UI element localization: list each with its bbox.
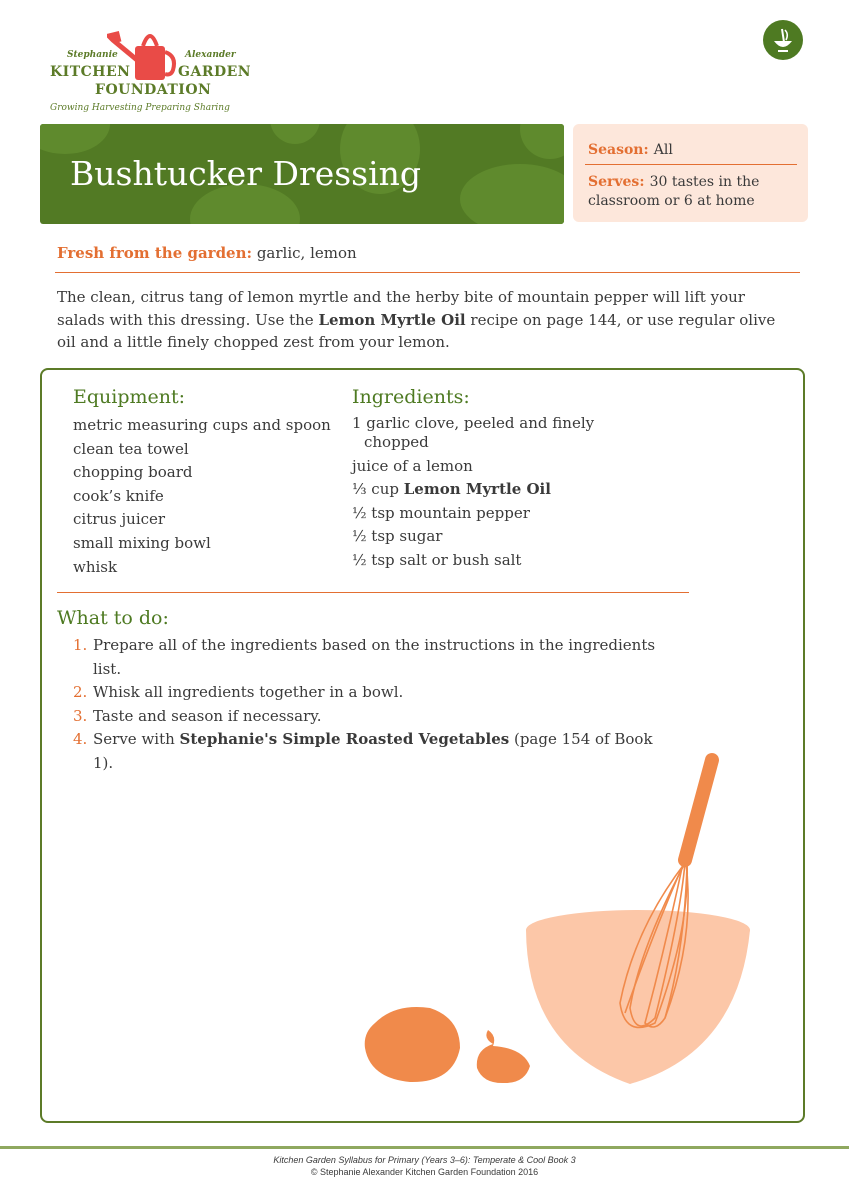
step-item: 1. Prepare all of the ingredients based on the instructions in the ingredients list. <box>73 636 656 678</box>
serves-row <box>588 172 788 210</box>
list-item: ⅓ cup Lemon Myrtle Oil <box>352 480 551 499</box>
step-number: 1. <box>73 636 88 654</box>
step-number: 2. <box>73 683 88 702</box>
fresh-from-garden <box>57 244 357 262</box>
list-item: citrus juicer <box>73 510 166 529</box>
intro-bold-link: Lemon Myrtle Oil <box>318 310 466 329</box>
list-item: whisk <box>73 557 118 576</box>
fresh-value: garlic, lemon <box>256 244 357 262</box>
mortar-bowl-icon <box>763 20 803 60</box>
method-heading: What to do: <box>57 607 169 629</box>
season-row <box>588 139 673 158</box>
footer-copyright: © Stephanie Alexander Kitchen Garden Foundation 2016 <box>310 1167 539 1177</box>
fresh-label: Fresh from the garden: <box>57 244 253 262</box>
divider <box>55 272 800 273</box>
list-item: metric measuring cups and spoon <box>73 416 331 434</box>
divider <box>585 164 797 165</box>
logo-text-kitchen: KITCHEN <box>50 64 131 80</box>
logo-text-foundation: FOUNDATION <box>95 82 212 98</box>
step-item: 4. Serve with Stephanie's Simple Roasted Vegetables (page 154 of Book 1). <box>73 730 653 772</box>
season-serves-box <box>573 124 808 222</box>
foundation-logo <box>45 22 260 118</box>
logo-text-stephanie: Stephanie <box>67 50 118 60</box>
recipe-type-badge <box>763 20 803 60</box>
serves-label: Serves: <box>588 174 645 190</box>
title-banner <box>40 124 564 224</box>
logo-text-alexander: Alexander <box>185 50 236 60</box>
list-item: ½ tsp sugar <box>352 527 443 546</box>
list-item: small mixing bowl <box>73 533 211 552</box>
footer <box>0 1154 849 1178</box>
footer-divider <box>0 1146 849 1149</box>
page-title: Bushtucker Dressing <box>70 154 422 193</box>
intro-text: recipe on page 144, or use regular olive oil and a little finely chopped zest from your lemon. <box>57 310 776 351</box>
list-item: chopping board <box>73 463 193 482</box>
bowl-icon <box>526 930 750 1084</box>
list-item: juice of a lemon <box>352 456 473 475</box>
step-bold: Stephanie's Simple Roasted Vegetables <box>179 730 510 749</box>
intro-text: The clean, citrus tang of lemon myrtle and the herby bite of mountain pepper will lift your salads with this dressing. Use the <box>57 288 745 329</box>
step-number: 4. <box>73 730 88 749</box>
step-number: 3. <box>73 706 88 725</box>
lemon-icon <box>365 1007 460 1082</box>
serves-value: 30 tastes in the classroom or 6 at home <box>588 174 760 209</box>
equipment-list <box>73 414 338 579</box>
divider <box>57 592 689 593</box>
list-item: 1 garlic clove, peeled and finely chopped <box>352 414 595 451</box>
logo-text-garden: GARDEN <box>178 64 252 80</box>
season-label: Season: <box>588 142 649 158</box>
logo-tagline: Growing Harvesting Preparing Sharing <box>50 103 230 113</box>
ingredient-bold: Lemon Myrtle Oil <box>403 480 551 499</box>
ingredients-heading: Ingredients: <box>352 386 470 408</box>
step-item: 2. Whisk all ingredients together in a bowl. <box>73 681 673 705</box>
whisk-icon <box>685 760 712 860</box>
list-item: cook’s knife <box>73 486 164 505</box>
list-item: clean tea towel <box>73 439 189 458</box>
intro-paragraph <box>57 286 797 354</box>
list-item: ½ tsp salt or bush salt <box>352 550 522 569</box>
ingredients-list <box>352 414 602 575</box>
step-item: 3. Taste and season if necessary. <box>73 705 673 729</box>
footer-book-title: Kitchen Garden Syllabus for Primary (Years 3–6): Temperate & Cool Book 3 <box>273 1155 576 1165</box>
equipment-heading: Equipment: <box>73 386 186 408</box>
season-value: All <box>653 142 673 158</box>
list-item: ½ tsp mountain pepper <box>352 503 530 522</box>
bowl-whisk-illustration <box>355 748 755 1093</box>
garlic-icon <box>477 1030 530 1083</box>
